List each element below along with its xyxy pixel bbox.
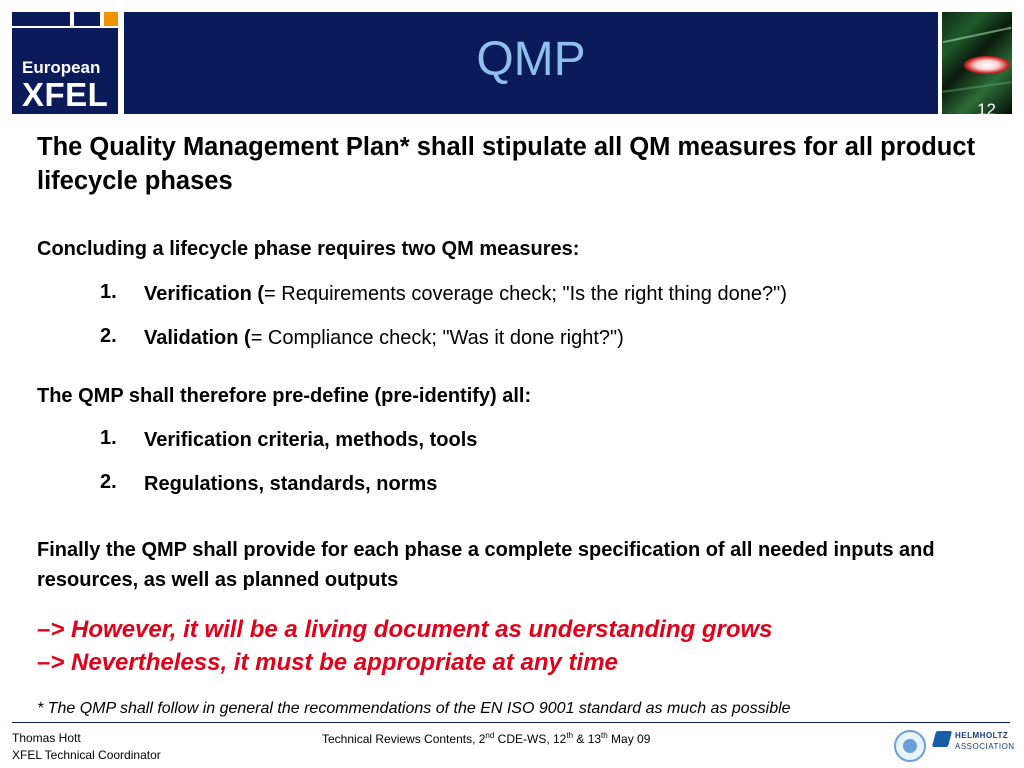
footer-event-sup: th [601,731,608,740]
measure-number: 2. [100,325,117,347]
european-xfel-logo [12,28,118,114]
header-photo [942,12,1012,114]
measure-bold: Verification ( [144,283,265,305]
helmholtz-text-1: HELMHOLTZ [955,731,1009,740]
helmholtz-logo-icon [932,731,952,747]
predefine-item: Regulations, standards, norms [144,473,438,495]
footer-event [322,731,650,746]
red-note-living-document: –> However, it will be a living document as understanding grows [37,616,773,643]
footer-event-part: CDE-WS, 12 [494,732,567,746]
logo-square-2 [74,12,100,26]
measure-bold: Validation ( [144,327,251,349]
logo-line-xfel: XFEL [22,76,109,113]
slide-header [0,0,1024,118]
concluding-text: Concluding a lifecycle phase requires two QM measures: [37,238,580,260]
desy-logo-inner [903,739,917,753]
logo-square-orange [104,12,118,26]
footer-event-part: & 13 [573,732,602,746]
red-note-appropriate: –> Nevertheless, it must be appropriate at any time [37,649,618,676]
main-heading: The Quality Management Plan* shall stipulate all QM measures for all product lifecycle phases [37,133,976,195]
photo-streak [942,81,1012,93]
footer-event-part: Technical Reviews Contents, 2 [322,732,486,746]
slide-title: QMP [476,33,586,86]
predefine-number: 1. [100,427,117,449]
title-bar [124,12,938,114]
footnote: * The QMP shall follow in general the recommendations of the EN ISO 9001 standard as much as possible [37,700,791,717]
footer-author: Thomas Hott [12,731,81,745]
finally-text: Finally the QMP shall provide for each phase a complete specification of all needed inputs and resources, as well as planned outputs [37,539,935,591]
footer-event-sup: nd [485,731,495,740]
desy-logo-icon [894,730,926,762]
predefine-text: The QMP shall therefore pre-define (pre-identify) all: [37,385,532,407]
logo-line-european: European [22,58,101,77]
main-heading-wrap [37,130,1007,198]
predefine-item: Verification criteria, methods, tools [144,429,478,451]
measure-desc: = Requirements coverage check; "Is the right thing done?") [264,283,787,305]
footer-event-part: May 09 [607,732,651,746]
footer-divider [12,722,1010,723]
photo-glow [964,56,1010,74]
measure-validation [144,325,624,351]
logo-square-1 [12,12,70,26]
footer-role: XFEL Technical Coordinator [12,748,161,762]
footer-event-sup: th [566,731,574,740]
page-number: 12 [977,100,996,114]
measure-verification [144,281,787,307]
measure-number: 1. [100,281,117,303]
measure-desc: = Compliance check; "Was it done right?") [250,327,624,349]
photo-streak [943,27,1012,44]
helmholtz-text-2: ASSOCIATION [955,742,1015,751]
predefine-number: 2. [100,471,117,493]
